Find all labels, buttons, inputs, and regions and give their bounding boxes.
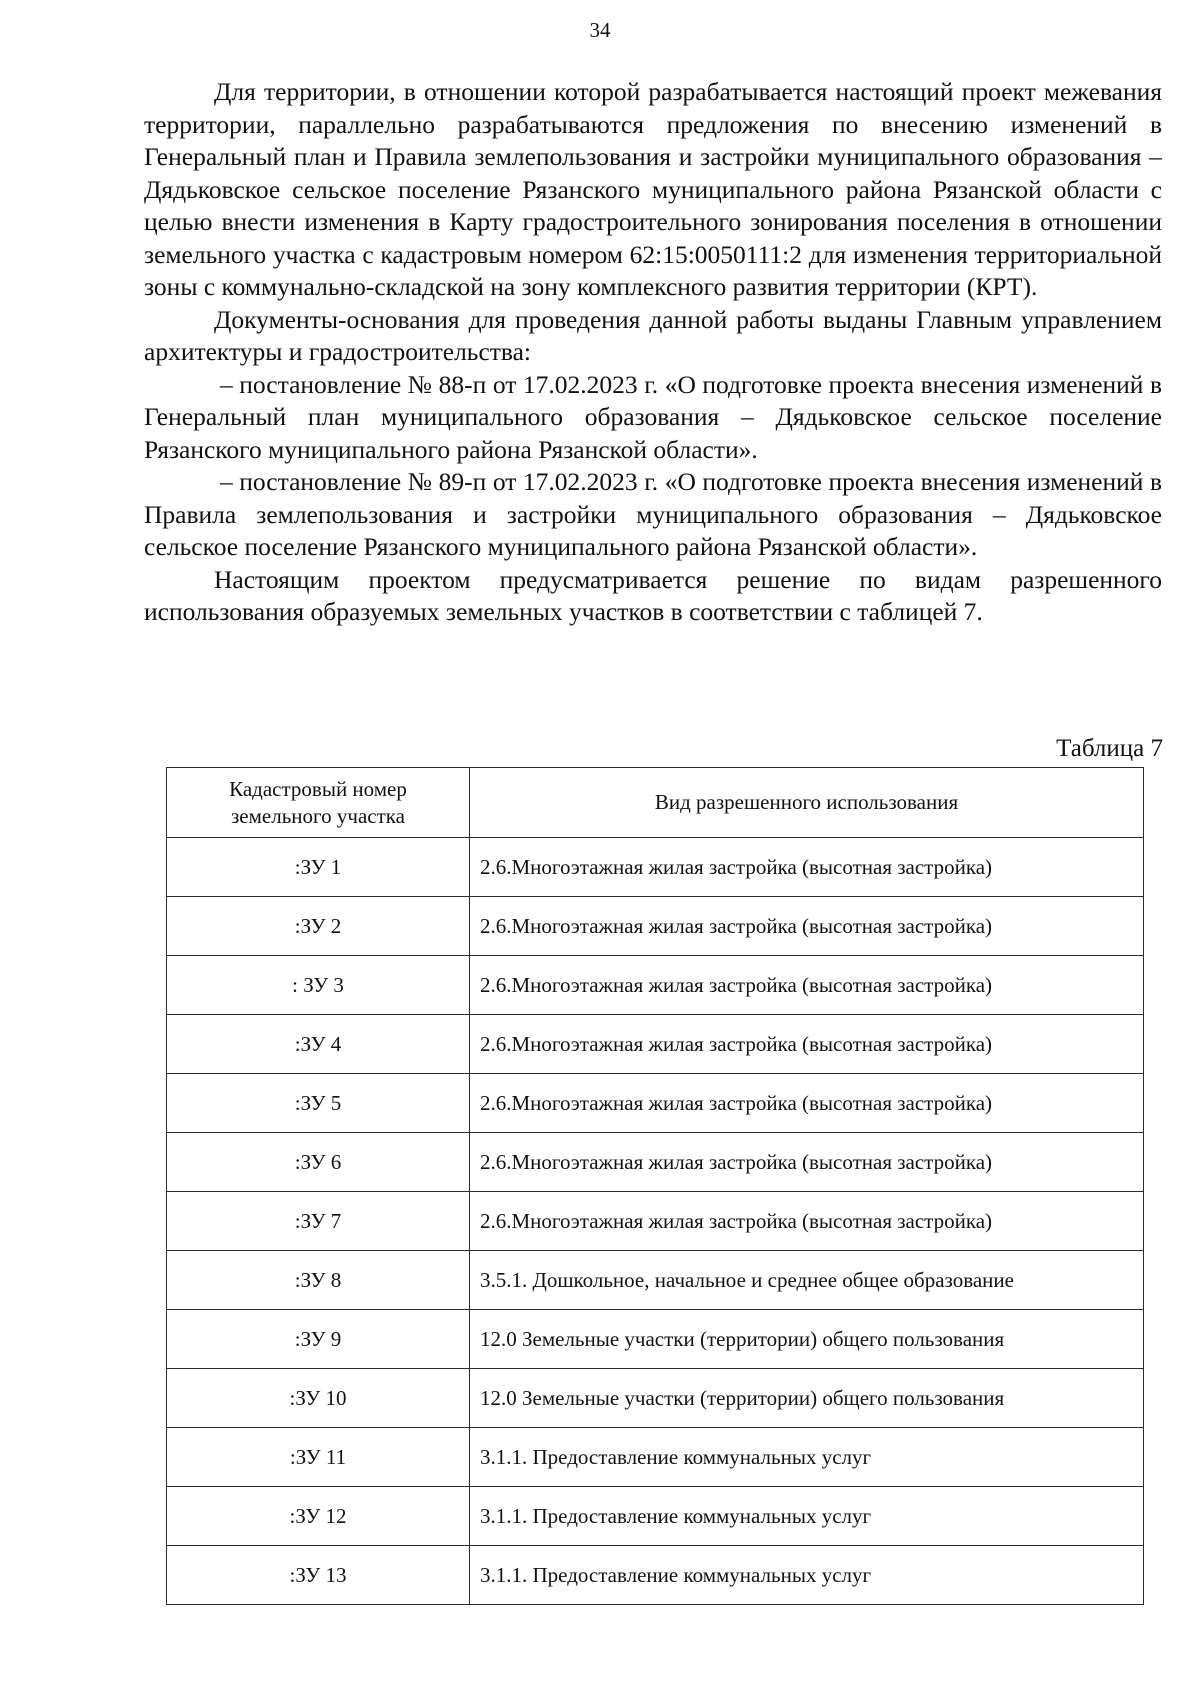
cell-plot-number: :ЗУ 10 <box>167 1369 470 1428</box>
table-row <box>167 1487 1144 1546</box>
table-caption: Таблица 7 <box>1056 735 1163 762</box>
cell-permitted-use: 2.6.Многоэтажная жилая застройка (высотная застройка) <box>470 1074 1144 1133</box>
table-row <box>167 1133 1144 1192</box>
header-permitted-use: Вид разрешенного использования <box>470 768 1144 838</box>
cell-permitted-use: 2.6.Многоэтажная жилая застройка (высотная застройка) <box>470 897 1144 956</box>
cell-plot-number: :ЗУ 6 <box>167 1133 470 1192</box>
paragraph-table-reference: Настоящим проектом предусматривается решение по видам разрешенного использования образуемых земельных участков в соответствии с таблицей 7. <box>144 564 1162 626</box>
page-number: 34 <box>589 18 611 42</box>
cell-permitted-use: 2.6.Многоэтажная жилая застройка (высотная застройка) <box>470 1015 1144 1074</box>
cell-permitted-use: 3.5.1. Дошкольное, начальное и среднее общее образование <box>470 1251 1144 1310</box>
paragraph-documents-basis: Документы-основания для проведения данной работы выданы Главным управлением архитектуры и градостроительства: <box>144 304 1162 366</box>
table-row <box>167 1310 1144 1369</box>
header-cadastral-number: Кадастровый номер земельного участка <box>167 768 470 838</box>
table-row <box>167 956 1144 1015</box>
table-row <box>167 1251 1144 1310</box>
list-item-resolution-88: – постановление № 88-п от 17.02.2023 г. «О подготовке проекта внесения изменений в Генеральный план муниципального образования – Дядьковское сельское поселение Рязанского муниципального района Рязанской области». <box>144 369 1162 464</box>
cell-plot-number: :ЗУ 9 <box>167 1310 470 1369</box>
cell-plot-number: :ЗУ 7 <box>167 1192 470 1251</box>
cell-plot-number: :ЗУ 11 <box>167 1428 470 1487</box>
cell-permitted-use: 3.1.1. Предоставление коммунальных услуг <box>470 1487 1144 1546</box>
cell-permitted-use: 2.6.Многоэтажная жилая застройка (высотная застройка) <box>470 1192 1144 1251</box>
cell-plot-number: : ЗУ 3 <box>167 956 470 1015</box>
list-item-resolution-89: – постановление № 89-п от 17.02.2023 г. «О подготовке проекта внесения изменений в Правила землепользования и застройки муниципального образования – Дядьковское сельское поселение Рязанского муниципального района Рязанской области». <box>144 467 1162 561</box>
land-plots-table <box>166 767 1144 1605</box>
cell-permitted-use: 12.0 Земельные участки (территории) общего пользования <box>470 1369 1144 1428</box>
cell-permitted-use: 3.1.1. Предоставление коммунальных услуг <box>470 1428 1144 1487</box>
table-row <box>167 1074 1144 1133</box>
cell-permitted-use: 12.0 Земельные участки (территории) общего пользования <box>470 1310 1144 1369</box>
table-row <box>167 897 1144 956</box>
cell-permitted-use: 3.1.1. Предоставление коммунальных услуг <box>470 1546 1144 1605</box>
cell-permitted-use: 2.6.Многоэтажная жилая застройка (высотная застройка) <box>470 838 1144 897</box>
cell-plot-number: :ЗУ 1 <box>167 838 470 897</box>
cell-plot-number: :ЗУ 4 <box>167 1015 470 1074</box>
paragraph-intro: Для территории, в отношении которой разрабатывается настоящий проект межевания территории, параллельно разрабатываются предложения по внесению изменений в Генеральный план и Правила землепользования и застройки муниципального образования – Дядьковское сельское поселение Рязанского муниципального района Рязанской области с целью внести изменения в Карту градостроительного зонирования поселения в отношении земельного участка с кадастровым номером 62:15:0050111:2 для изменения территориальной зоны с коммунально-складской на зону комплексного развития территории (КРТ). <box>144 77 1162 301</box>
cell-plot-number: :ЗУ 8 <box>167 1251 470 1310</box>
table-row <box>167 1192 1144 1251</box>
cell-plot-number: :ЗУ 12 <box>167 1487 470 1546</box>
table-row <box>167 1428 1144 1487</box>
cell-permitted-use: 2.6.Многоэтажная жилая застройка (высотная застройка) <box>470 1133 1144 1192</box>
cell-permitted-use: 2.6.Многоэтажная жилая застройка (высотная застройка) <box>470 956 1144 1015</box>
document-body <box>144 76 1162 629</box>
table-row <box>167 1369 1144 1428</box>
table-row <box>167 838 1144 897</box>
cell-plot-number: :ЗУ 2 <box>167 897 470 956</box>
table-header-row <box>167 768 1144 838</box>
table-row <box>167 1546 1144 1605</box>
cell-plot-number: :ЗУ 5 <box>167 1074 470 1133</box>
table-row <box>167 1015 1144 1074</box>
cell-plot-number: :ЗУ 13 <box>167 1546 470 1605</box>
